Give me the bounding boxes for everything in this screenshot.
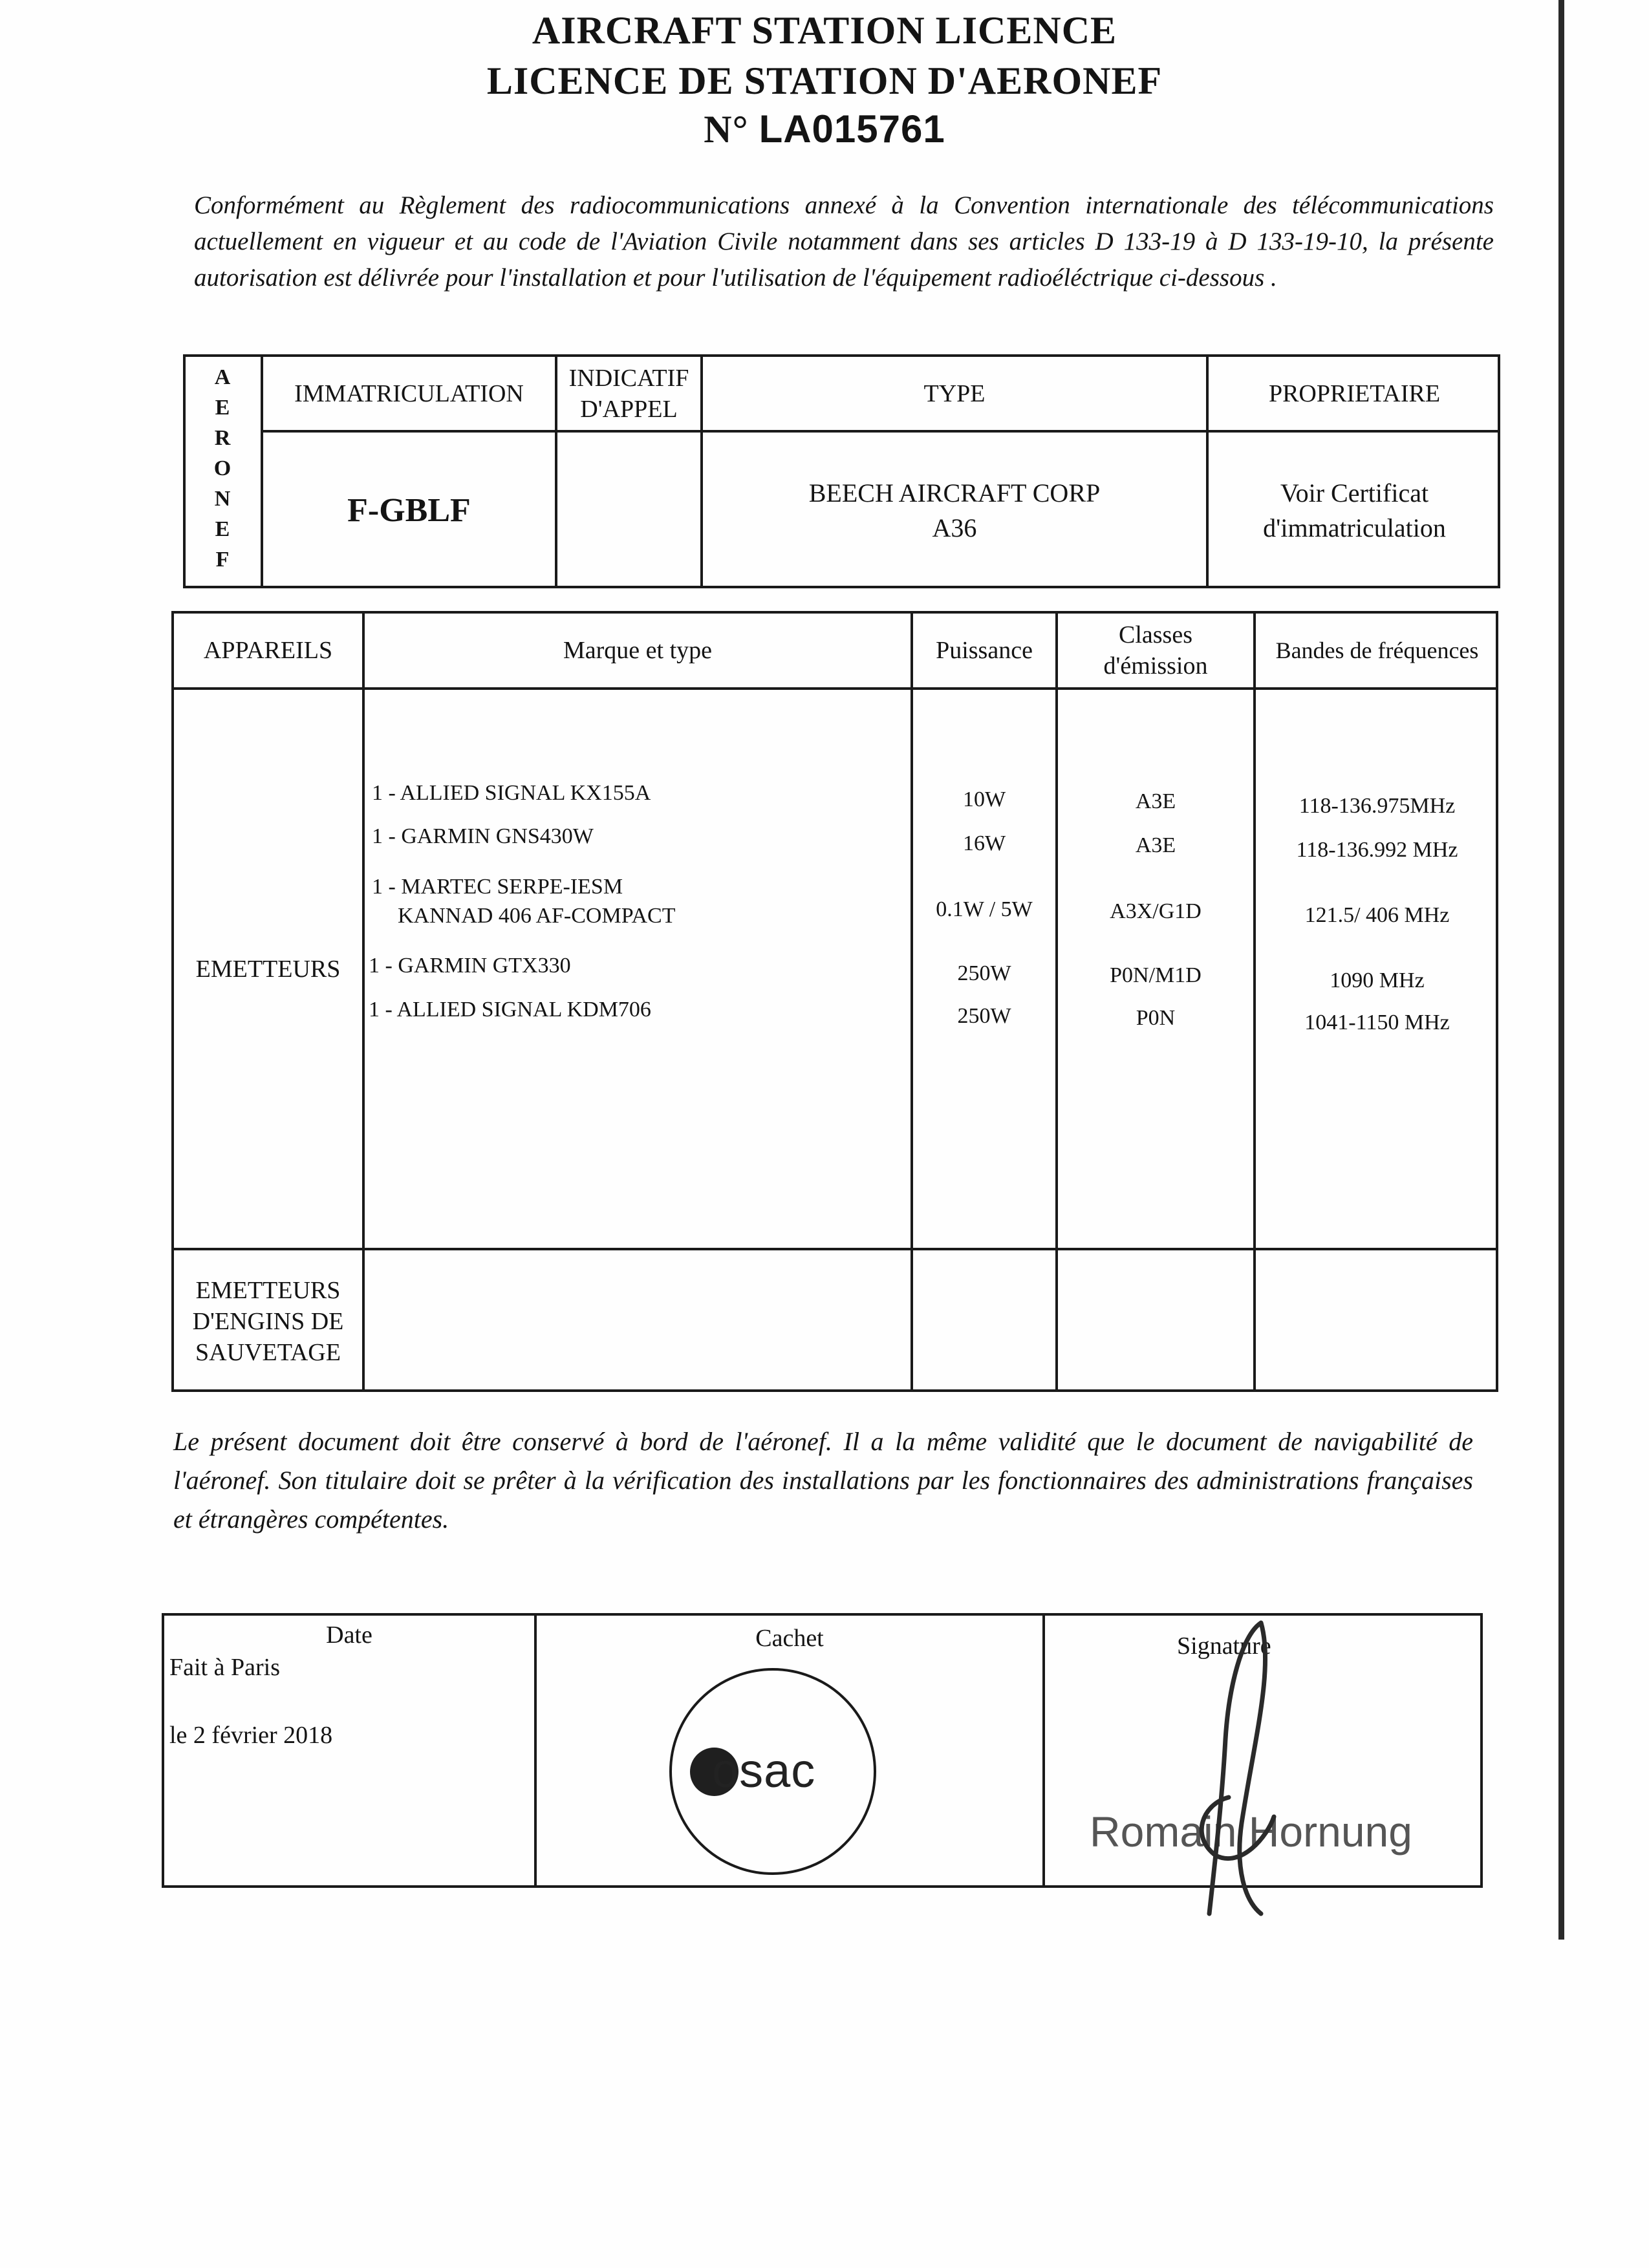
row-make: 1 - GARMIN GTX330 <box>369 954 571 978</box>
row-class: P0N <box>1136 1006 1176 1030</box>
licence-number-value: LA015761 <box>759 107 945 151</box>
row-make: 1 - ALLIED SIGNAL KDM706 <box>369 998 651 1022</box>
licence-number-prefix: N° <box>704 108 749 151</box>
row-power: 250W <box>957 961 1011 985</box>
aeronef-letter: O <box>213 456 232 480</box>
survival-label-line3: SAUVETAGE <box>195 1338 341 1366</box>
header-callsign <box>557 357 700 430</box>
aeronef-letter: R <box>214 426 231 450</box>
owner-value-line1: Voir Certificat <box>1280 478 1429 508</box>
header-classes-line2: d'émission <box>1103 652 1208 679</box>
row-make: 1 - MARTEC SERPE-IESM <box>372 875 623 899</box>
aeronef-letter: F <box>215 548 230 572</box>
header-callsign-line1: INDICATIF <box>568 364 689 392</box>
type-value-line1: BEECH AIRCRAFT CORP <box>808 478 1101 508</box>
row-band: 1041-1150 MHz <box>1304 1011 1450 1034</box>
survival-label-line1: EMETTEURS <box>195 1276 341 1304</box>
aeronef-letter: N <box>214 487 231 511</box>
equipment-table-divider <box>911 611 913 1392</box>
intro-paragraph: Conformément au Règlement des radiocommunications annexé à la Convention internationale des télécommunications actuellement en vigueur et au code de l'Aviation Civile notamment dans ses articles D 133-19 à D 133-19-10, la présente autorisation est délivrée pour l'installation et pour l'utilisation de l'équipement radioéléctrique ci-dessous . <box>194 191 1494 292</box>
stamp-circle <box>669 1668 876 1875</box>
scan-edge <box>1558 0 1564 1940</box>
handwritten-signature <box>1164 1610 1306 1927</box>
row-make: 1 - GARMIN GNS430W <box>372 824 594 848</box>
row-power: 250W <box>957 1004 1011 1028</box>
signatory-name: Romain Hornung <box>1090 1808 1412 1856</box>
header-classes <box>1058 614 1253 687</box>
header-devices: APPAREILS <box>203 637 333 664</box>
owner-value-line2: d'immatriculation <box>1263 513 1446 542</box>
aeronef-letter: E <box>215 517 230 541</box>
row-band: 121.5/ 406 MHz <box>1304 903 1450 927</box>
header-make: Marque et type <box>563 637 713 664</box>
footer-table-divider <box>1042 1613 1045 1888</box>
row-make: 1 - ALLIED SIGNAL KX155A <box>372 781 651 805</box>
osac-logo-text: osac <box>712 1744 816 1797</box>
row-class: A3X/G1D <box>1110 899 1202 923</box>
equipment-table-header-line <box>171 687 1498 690</box>
header-owner: PROPRIETAIRE <box>1268 380 1441 407</box>
signature-header: Signature <box>1177 1632 1271 1660</box>
type-value-line2: A36 <box>932 513 977 542</box>
survival-transmitters-label <box>174 1250 362 1392</box>
callsign-value <box>557 433 700 588</box>
equipment-table-divider <box>1253 611 1256 1392</box>
header-classes-line1: Classes <box>1119 621 1192 648</box>
place-text: Fait à Paris <box>169 1654 280 1681</box>
date-header: Date <box>326 1621 372 1649</box>
aeronef-letter: E <box>215 396 230 420</box>
equipment-table-divider <box>362 611 365 1392</box>
survival-label-line2: D'ENGINS DE <box>192 1307 344 1335</box>
row-power: 0.1W / 5W <box>936 897 1033 921</box>
row-power: 16W <box>962 831 1006 855</box>
header-registration: IMMATRICULATION <box>294 380 524 407</box>
row-power: 10W <box>962 787 1006 811</box>
outro-paragraph: Le présent document doit être conservé à bord de l'aéronef. Il a la même validité que le document de navigabilité de l'aéronef. Son titulaire doit se prêter à la vérification des installations par les fonctionnaires des administrations françaises et étrangères compétentes. <box>173 1427 1473 1534</box>
row-class: A3E <box>1135 833 1176 857</box>
header-type: TYPE <box>923 380 986 407</box>
footer-table-divider <box>534 1613 537 1888</box>
equipment-table-section-line <box>171 1248 1498 1250</box>
equipment-table-divider <box>1055 611 1058 1392</box>
owner-value <box>1209 433 1500 588</box>
stamp-header: Cachet <box>755 1625 824 1652</box>
title-fr: LICENCE DE STATION D'AERONEF <box>486 59 1163 102</box>
registration-value: F-GBLF <box>347 492 471 529</box>
title-en: AIRCRAFT STATION LICENCE <box>532 9 1117 52</box>
row-band: 118-136.992 MHz <box>1296 838 1458 862</box>
header-power: Puissance <box>936 637 1033 664</box>
row-class: A3E <box>1135 789 1176 813</box>
row-band: 118-136.975MHz <box>1299 794 1456 818</box>
aeronef-vertical-label <box>184 362 261 575</box>
header-bands: Bandes de fréquences <box>1275 637 1479 663</box>
transmitters-label: EMETTEURS <box>195 955 341 983</box>
date-text: le 2 février 2018 <box>169 1722 333 1749</box>
type-value <box>703 433 1206 588</box>
header-callsign-line2: D'APPEL <box>580 395 678 423</box>
row-make-line2: KANNAD 406 AF-COMPACT <box>398 904 676 928</box>
licence-number <box>0 107 1649 152</box>
row-class: P0N/M1D <box>1110 963 1202 987</box>
aeronef-letter: A <box>214 365 231 389</box>
row-band: 1090 MHz <box>1330 968 1425 992</box>
